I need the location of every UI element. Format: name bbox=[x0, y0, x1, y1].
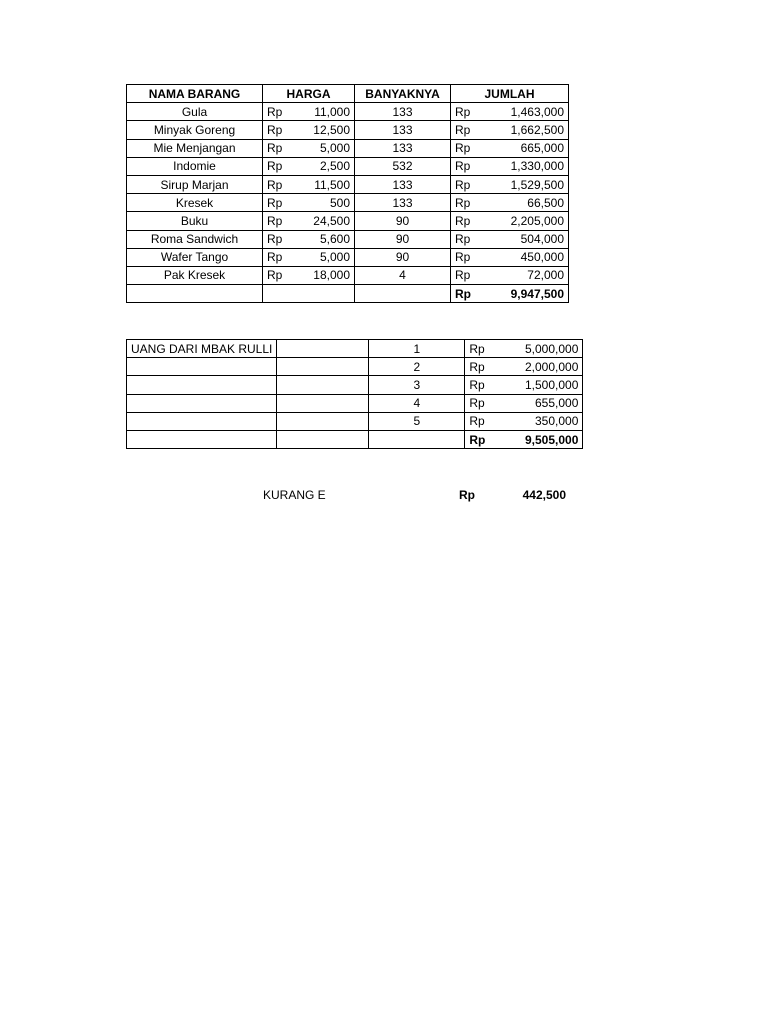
item-price: 500 bbox=[329, 195, 350, 210]
payment-amount-cell bbox=[465, 412, 583, 430]
item-total: 1,463,000 bbox=[510, 104, 564, 119]
item-price-cell bbox=[263, 103, 355, 121]
payment-currency: Rp bbox=[469, 396, 485, 411]
payments-body bbox=[127, 340, 583, 431]
item-total: 1,662,500 bbox=[510, 122, 564, 137]
item-quantity: 90 bbox=[355, 248, 451, 266]
item-total-cell bbox=[451, 248, 569, 266]
item-price-cell bbox=[263, 139, 355, 157]
grand-total-cell bbox=[451, 285, 569, 303]
item-price-cell bbox=[263, 230, 355, 248]
item-total-currency: Rp bbox=[455, 268, 471, 283]
empty-cell bbox=[277, 340, 369, 358]
payment-currency: Rp bbox=[469, 414, 485, 429]
payment-amount: 5,000,000 bbox=[524, 341, 579, 356]
item-price-currency: Rp bbox=[267, 250, 283, 265]
item-price: 2,500 bbox=[319, 159, 350, 174]
header-jumlah: JUMLAH bbox=[451, 85, 569, 103]
header-banyaknya: BANYAKNYA bbox=[355, 85, 451, 103]
item-name: Gula bbox=[127, 103, 263, 121]
item-quantity: 133 bbox=[355, 103, 451, 121]
item-total-currency: Rp bbox=[455, 195, 471, 210]
payment-amount: 655,000 bbox=[534, 396, 579, 411]
item-row bbox=[127, 139, 569, 157]
payment-number: 3 bbox=[369, 376, 465, 394]
header-nama-barang: NAMA BARANG bbox=[127, 85, 263, 103]
payment-row bbox=[127, 394, 583, 412]
header-harga: HARGA bbox=[263, 85, 355, 103]
item-price-currency: Rp bbox=[267, 159, 283, 174]
item-total: 72,000 bbox=[527, 268, 564, 283]
payments-total-amount: 9,505,000 bbox=[524, 432, 579, 447]
payment-number: 5 bbox=[369, 412, 465, 430]
empty-cell bbox=[369, 430, 465, 448]
payment-source-label: UANG DARI MBAK RULLI bbox=[127, 340, 277, 358]
item-name: Pak Kresek bbox=[127, 266, 263, 284]
item-price: 5,000 bbox=[319, 141, 350, 156]
item-total: 1,330,000 bbox=[510, 159, 564, 174]
item-quantity: 133 bbox=[355, 175, 451, 193]
item-total-currency: Rp bbox=[455, 177, 471, 192]
item-total: 450,000 bbox=[520, 250, 564, 265]
item-name: Sirup Marjan bbox=[127, 175, 263, 193]
item-quantity: 4 bbox=[355, 266, 451, 284]
item-total: 504,000 bbox=[520, 232, 564, 247]
payments-table bbox=[126, 339, 583, 449]
item-price-currency: Rp bbox=[267, 268, 283, 283]
empty-cell bbox=[127, 430, 277, 448]
grand-total-amount: 9,947,500 bbox=[510, 286, 564, 301]
item-price-currency: Rp bbox=[267, 104, 283, 119]
item-price: 24,500 bbox=[313, 213, 350, 228]
item-row bbox=[127, 103, 569, 121]
item-total-cell bbox=[451, 139, 569, 157]
item-name: Mie Menjangan bbox=[127, 139, 263, 157]
payment-row bbox=[127, 412, 583, 430]
shortfall-currency: Rp bbox=[459, 488, 475, 502]
empty-cell bbox=[127, 358, 277, 376]
item-row bbox=[127, 175, 569, 193]
empty-cell bbox=[277, 394, 369, 412]
empty-cell bbox=[277, 376, 369, 394]
item-total-cell bbox=[451, 194, 569, 212]
item-price: 12,500 bbox=[313, 122, 350, 137]
empty-cell bbox=[127, 412, 277, 430]
item-name: Buku bbox=[127, 212, 263, 230]
item-name: Roma Sandwich bbox=[127, 230, 263, 248]
payment-row bbox=[127, 358, 583, 376]
payment-amount-cell bbox=[465, 358, 583, 376]
item-total-cell bbox=[451, 230, 569, 248]
item-price-cell bbox=[263, 157, 355, 175]
item-quantity: 133 bbox=[355, 121, 451, 139]
empty-cell bbox=[127, 394, 277, 412]
payment-amount-cell bbox=[465, 340, 583, 358]
payment-currency: Rp bbox=[469, 341, 485, 356]
item-price: 11,500 bbox=[314, 177, 350, 192]
payments-total-row bbox=[127, 430, 583, 448]
item-price: 11,000 bbox=[314, 104, 350, 119]
item-price-currency: Rp bbox=[267, 213, 283, 228]
item-total-currency: Rp bbox=[455, 159, 471, 174]
item-row bbox=[127, 121, 569, 139]
empty-cell bbox=[355, 285, 451, 303]
items-header-row bbox=[127, 85, 569, 103]
item-total: 665,000 bbox=[520, 141, 564, 156]
item-total-cell bbox=[451, 266, 569, 284]
item-row bbox=[127, 230, 569, 248]
items-total-row bbox=[127, 285, 569, 303]
item-price-cell bbox=[263, 194, 355, 212]
items-table bbox=[126, 84, 569, 303]
payment-amount-cell bbox=[465, 376, 583, 394]
item-total: 2,205,000 bbox=[510, 213, 564, 228]
payment-row bbox=[127, 340, 583, 358]
item-price-cell bbox=[263, 121, 355, 139]
item-quantity: 532 bbox=[355, 157, 451, 175]
payment-currency: Rp bbox=[469, 377, 485, 392]
item-price-currency: Rp bbox=[267, 141, 283, 156]
grand-total-currency: Rp bbox=[455, 286, 471, 301]
item-total-currency: Rp bbox=[455, 232, 471, 247]
payment-row bbox=[127, 376, 583, 394]
empty-cell bbox=[127, 285, 263, 303]
item-name: Kresek bbox=[127, 194, 263, 212]
item-price: 5,600 bbox=[319, 232, 350, 247]
item-name: Minyak Goreng bbox=[127, 121, 263, 139]
item-row bbox=[127, 212, 569, 230]
empty-cell bbox=[277, 412, 369, 430]
item-quantity: 90 bbox=[355, 212, 451, 230]
empty-cell bbox=[277, 430, 369, 448]
item-row bbox=[127, 248, 569, 266]
item-price: 5,000 bbox=[319, 250, 350, 265]
item-total: 1,529,500 bbox=[510, 177, 564, 192]
item-total-currency: Rp bbox=[455, 141, 471, 156]
items-body bbox=[127, 103, 569, 285]
item-name: Indomie bbox=[127, 157, 263, 175]
payment-number: 2 bbox=[369, 358, 465, 376]
payment-number: 4 bbox=[369, 394, 465, 412]
item-price-currency: Rp bbox=[267, 195, 283, 210]
item-total-currency: Rp bbox=[455, 250, 471, 265]
item-total-cell bbox=[451, 121, 569, 139]
item-total-cell bbox=[451, 103, 569, 121]
item-row bbox=[127, 266, 569, 284]
item-quantity: 133 bbox=[355, 194, 451, 212]
item-price-currency: Rp bbox=[267, 232, 283, 247]
item-price-cell bbox=[263, 175, 355, 193]
item-row bbox=[127, 157, 569, 175]
empty-cell bbox=[263, 285, 355, 303]
item-name: Wafer Tango bbox=[127, 248, 263, 266]
shortfall-summary bbox=[126, 487, 570, 503]
item-total-cell bbox=[451, 175, 569, 193]
payment-currency: Rp bbox=[469, 359, 485, 374]
payments-total-cell bbox=[465, 430, 583, 448]
payment-number: 1 bbox=[369, 340, 465, 358]
item-price-currency: Rp bbox=[267, 122, 283, 137]
item-price-cell bbox=[263, 266, 355, 284]
empty-cell bbox=[277, 358, 369, 376]
empty-cell bbox=[127, 376, 277, 394]
item-row bbox=[127, 194, 569, 212]
payment-amount: 350,000 bbox=[534, 414, 579, 429]
item-quantity: 90 bbox=[355, 230, 451, 248]
item-total: 66,500 bbox=[527, 195, 564, 210]
item-price-cell bbox=[263, 212, 355, 230]
payment-amount-cell bbox=[465, 394, 583, 412]
item-total-currency: Rp bbox=[455, 213, 471, 228]
item-total-currency: Rp bbox=[455, 104, 471, 119]
item-price: 18,000 bbox=[313, 268, 350, 283]
item-total-currency: Rp bbox=[455, 122, 471, 137]
payment-amount: 1,500,000 bbox=[524, 377, 579, 392]
shortfall-label: KURANG E bbox=[263, 488, 326, 502]
item-price-currency: Rp bbox=[267, 177, 283, 192]
item-quantity: 133 bbox=[355, 139, 451, 157]
item-price-cell bbox=[263, 248, 355, 266]
item-total-cell bbox=[451, 212, 569, 230]
item-total-cell bbox=[451, 157, 569, 175]
shortfall-amount: 442,500 bbox=[522, 488, 566, 502]
payments-total-currency: Rp bbox=[469, 432, 486, 447]
payment-amount: 2,000,000 bbox=[524, 359, 579, 374]
